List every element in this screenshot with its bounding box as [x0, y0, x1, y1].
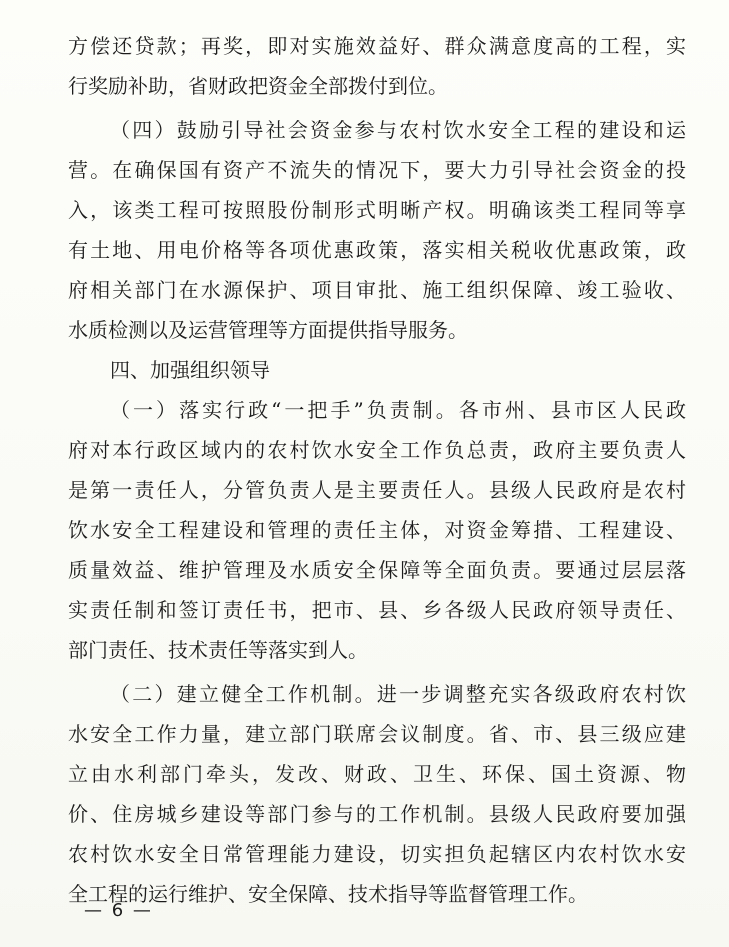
text-line: 质量效益、维护管理及水质安全保障等全面负责。要通过层层落: [68, 558, 686, 582]
chapter-heading: 四、加强组织领导: [110, 358, 270, 382]
text-line: 方偿还贷款；再奖，即对实施效益好、群众满意度高的工程，实: [68, 34, 686, 58]
text-line: 全工程的运行维护、安全保障、技术指导等监督管理工作。: [68, 882, 588, 906]
text-line: 行奖励补助，省财政把资金全部拨付到位。: [68, 74, 448, 98]
page-number: — 6 —: [84, 900, 153, 921]
text-line: 农村饮水安全日常管理能力建设，切实担负起辖区内农村饮水安: [68, 842, 686, 866]
section-heading-line: （二）建立健全工作机制。进一步调整充实各级政府农村饮: [110, 682, 686, 706]
section-heading-line: （一）落实行政“一把手”负责制。各市州、县市区人民政: [110, 398, 686, 422]
text-line: 府相关部门在水源保护、项目审批、施工组织保障、竣工验收、: [68, 278, 686, 302]
text-line: 营。在确保国有资产不流失的情况下，要大力引导社会资金的投: [68, 158, 686, 182]
text-line: 有土地、用电价格等各项优惠政策，落实相关税收优惠政策，政: [68, 238, 686, 262]
text-line: 是第一责任人，分管负责人是主要责任人。县级人民政府是农村: [68, 478, 686, 502]
text-line: 实责任制和签订责任书，把市、县、乡各级人民政府领导责任、: [68, 598, 686, 622]
text-line: 部门责任、技术责任等落实到人。: [68, 638, 368, 662]
text-line: 水安全工作力量，建立部门联席会议制度。省、市、县三级应建: [68, 722, 686, 746]
document-body: [68, 26, 686, 914]
text-line: 府对本行政区域内的农村饮水安全工作负总责，政府主要负责人: [68, 438, 686, 462]
text-line: 水质检测以及运营管理等方面提供指导服务。: [68, 318, 468, 342]
text-line: 立由水利部门牵头，发改、财政、卫生、环保、国土资源、物: [68, 762, 686, 786]
text-line: 入，该类工程可按照股份制形式明晰产权。明确该类工程同等享: [68, 198, 686, 222]
section-heading-line: （四）鼓励引导社会资金参与农村饮水安全工程的建设和运: [110, 118, 686, 142]
text-line: 饮水安全工程建设和管理的责任主体，对资金筹措、工程建设、: [68, 518, 686, 542]
text-line: 价、住房城乡建设等部门参与的工作机制。县级人民政府要加强: [68, 802, 686, 826]
